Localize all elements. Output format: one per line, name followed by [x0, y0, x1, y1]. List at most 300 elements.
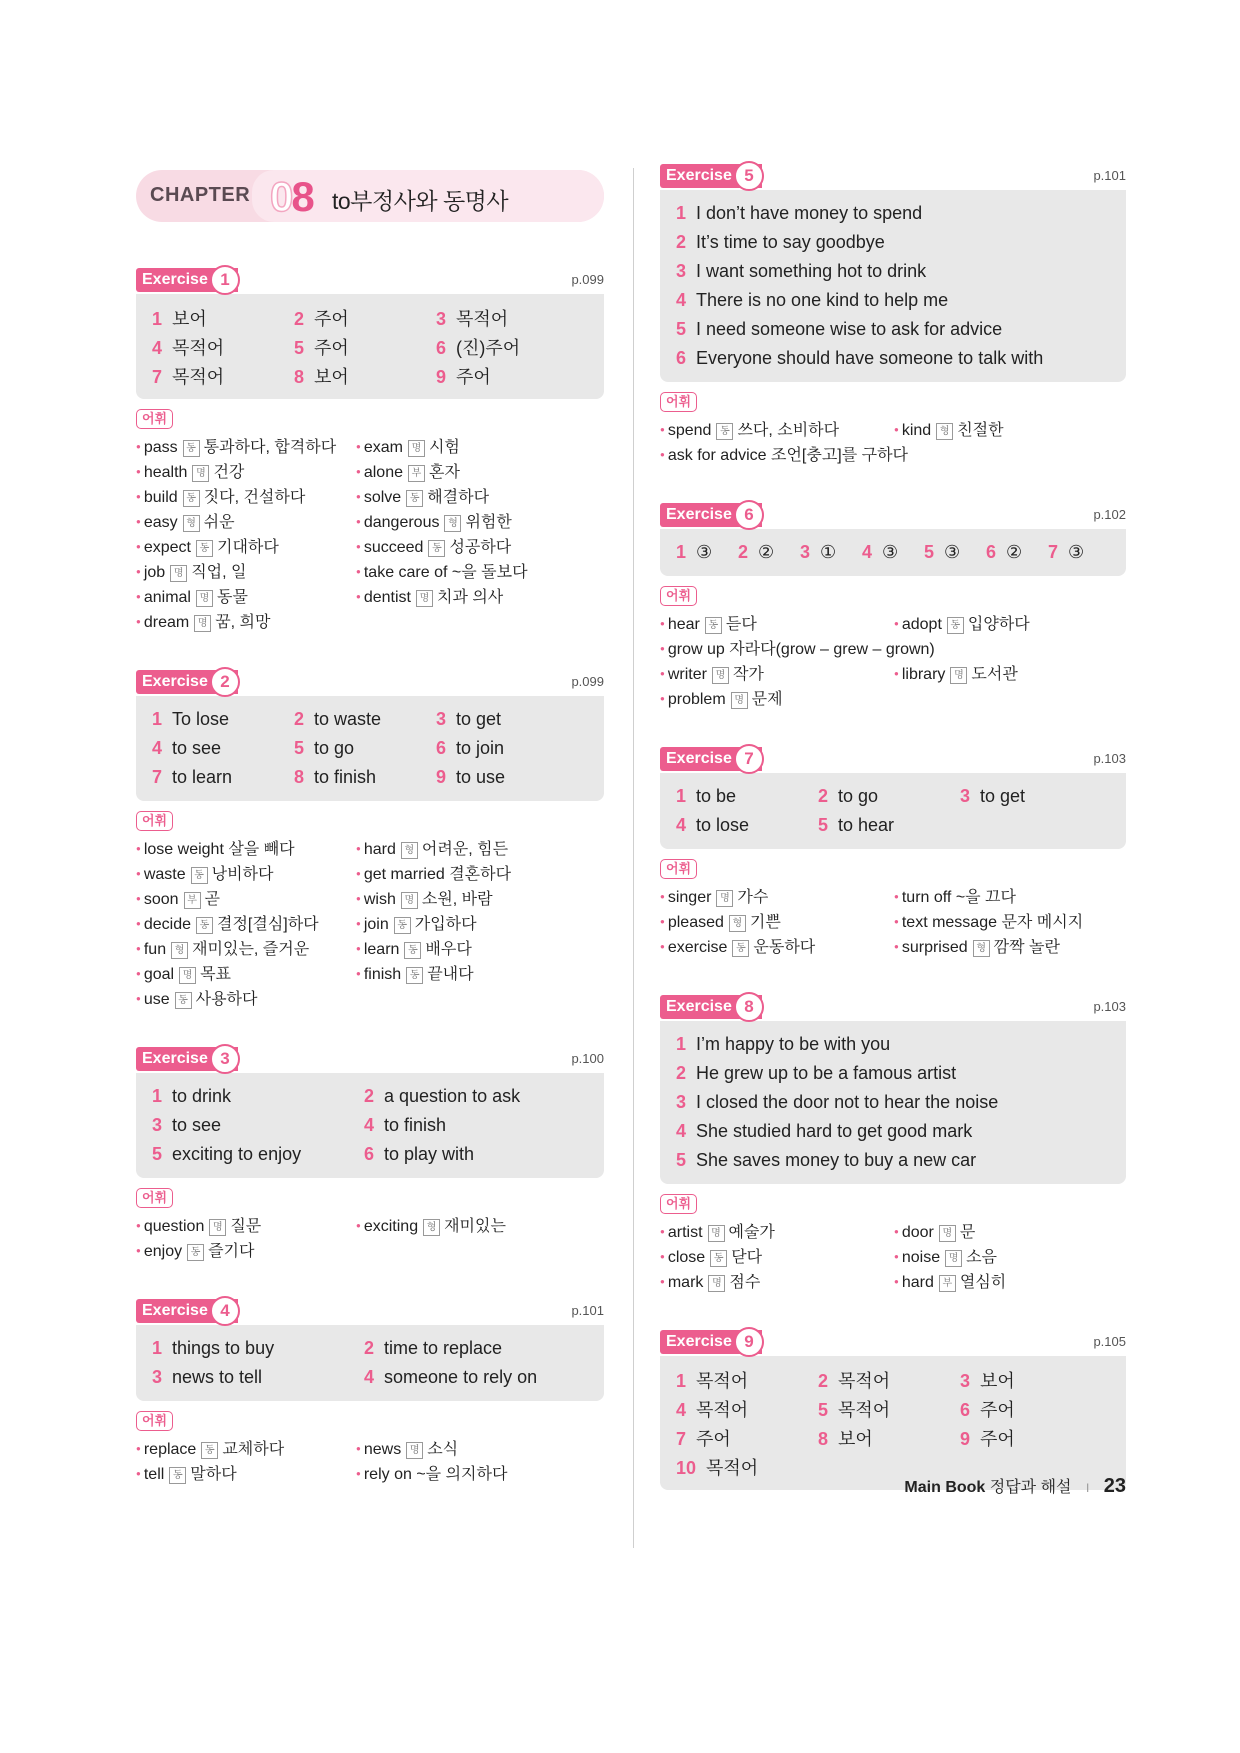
vocab-word: spend	[667, 422, 712, 439]
answer-number: 2	[738, 542, 749, 562]
part-of-speech-box: 동	[187, 1244, 204, 1261]
footer-desc: 정답과 해설	[989, 1479, 1072, 1496]
answer-text: to go	[838, 786, 879, 806]
vocab-word: enjoy	[143, 1243, 183, 1260]
answer-text: someone to rely on	[384, 1367, 538, 1387]
part-of-speech-box: 명	[950, 667, 967, 684]
answer-item	[364, 1115, 576, 1136]
answer-item	[818, 1367, 960, 1393]
answer-number: 3	[436, 308, 447, 329]
vocab-item	[894, 1244, 1006, 1269]
exercise-number: 8	[734, 992, 764, 1022]
vocab-word: noise	[901, 1249, 941, 1266]
answer-text: 목적어	[838, 1399, 891, 1420]
answer-box	[660, 773, 1126, 849]
answer-text: ②	[1006, 542, 1023, 562]
vocab-meaning: 위험한	[465, 514, 512, 531]
vocab-tag: 어휘	[136, 1411, 173, 1431]
vocab-item	[136, 559, 356, 584]
answer-text: I’m happy to be with you	[696, 1034, 891, 1054]
vocab-meaning: 문	[959, 1224, 976, 1241]
part-of-speech-box: 명	[194, 615, 211, 632]
chapter-title: to부정사와 동명사	[332, 188, 509, 214]
vocab-meaning: ~을 의지하다	[416, 1466, 508, 1483]
part-of-speech-box: 동	[201, 1442, 218, 1459]
answer-number: 4	[676, 290, 687, 310]
vocab-meaning: 혼자	[429, 464, 460, 481]
vocab-word: dangerous	[363, 514, 440, 531]
vocab-meaning: 시험	[428, 439, 460, 456]
answer-row	[152, 705, 588, 734]
part-of-speech-box: 동	[169, 1467, 186, 1484]
part-of-speech-box: 동	[191, 867, 208, 884]
bullet-icon: ●	[660, 917, 665, 926]
vocab-word: close	[667, 1249, 706, 1266]
answer-box	[660, 1356, 1126, 1490]
exercise-label: Exercise	[136, 1047, 238, 1071]
exercise-5	[660, 162, 1126, 467]
answer-text: to use	[456, 767, 506, 787]
bullet-icon: ●	[356, 492, 361, 501]
bullet-icon: ●	[356, 869, 361, 878]
answer-text: to finish	[384, 1115, 447, 1135]
exercise-label: Exercise	[660, 1330, 762, 1354]
answer-text: 목적어	[838, 1370, 891, 1391]
vocab-word: waste	[143, 866, 186, 883]
vocab-section	[136, 1411, 604, 1486]
vocab-word: mark	[667, 1274, 704, 1291]
answer-number: 2	[818, 786, 829, 806]
vocab-item	[356, 559, 528, 584]
answer-number: 5	[818, 815, 829, 835]
vocab-item	[136, 1436, 356, 1461]
answer-text: ③	[882, 542, 899, 562]
page-number: 23	[1103, 1475, 1126, 1497]
part-of-speech-box: 명	[708, 1225, 725, 1242]
bullet-icon: ●	[894, 892, 899, 901]
answer-item	[800, 542, 862, 563]
answer-item	[676, 348, 1106, 369]
answer-number: 2	[676, 1063, 687, 1083]
answer-number: 7	[152, 366, 163, 387]
answer-number: 10	[676, 1457, 697, 1478]
page-reference: p.100	[571, 1051, 604, 1066]
vocab-item	[660, 1219, 894, 1244]
part-of-speech-box: 동	[183, 490, 200, 507]
part-of-speech-box: 명	[731, 692, 748, 709]
vocab-item	[136, 584, 356, 609]
part-of-speech-box: 명	[712, 667, 729, 684]
vocab-tag: 어휘	[660, 859, 697, 879]
vocab-grid	[660, 884, 1126, 959]
vocab-word: exam	[363, 439, 403, 456]
part-of-speech-box: 동	[705, 617, 722, 634]
answer-text: ③	[1068, 542, 1085, 562]
exercise-4	[136, 1297, 604, 1486]
exercise-number: 5	[734, 161, 764, 191]
vocab-item	[136, 534, 356, 559]
answer-number: 6	[436, 738, 447, 758]
answer-number: 9	[960, 1428, 971, 1449]
vocab-word: surprised	[901, 939, 968, 956]
answer-number: 3	[676, 1092, 687, 1112]
bullet-icon: ●	[136, 869, 141, 878]
answer-box	[660, 1021, 1126, 1184]
vocab-word: dream	[143, 614, 190, 631]
answer-number: 9	[436, 767, 447, 787]
part-of-speech-box: 형	[171, 942, 188, 959]
vocab-meaning: 도서관	[971, 666, 1018, 683]
answer-item	[960, 1367, 1102, 1393]
answer-text: It’s time to say goodbye	[696, 232, 885, 252]
answer-item	[676, 1396, 818, 1422]
answer-number: 2	[364, 1338, 375, 1358]
vocab-meaning: 곧	[204, 891, 221, 908]
answer-number: 5	[152, 1144, 163, 1164]
vocab-item	[136, 509, 356, 534]
bullet-icon: ●	[356, 467, 361, 476]
vocab-item	[136, 459, 356, 484]
answer-number: 8	[818, 1428, 829, 1449]
answer-number: 3	[436, 709, 447, 729]
bullet-icon: ●	[356, 944, 361, 953]
answer-text: 주어	[314, 337, 349, 358]
answer-row	[676, 199, 1110, 228]
vocab-word: lose weight	[143, 841, 224, 858]
answer-number: 3	[152, 1367, 163, 1387]
answer-text: I closed the door not to hear the noise	[696, 1092, 999, 1112]
part-of-speech-box: 형	[401, 842, 418, 859]
vocab-item	[356, 1436, 507, 1461]
answer-row	[676, 286, 1110, 315]
bullet-icon: ●	[136, 542, 141, 551]
vocab-word: animal	[143, 589, 191, 606]
answer-item	[676, 1092, 1106, 1113]
page-reference: p.105	[1093, 1334, 1126, 1349]
vocab-item	[894, 661, 1030, 686]
vocab-item	[660, 417, 894, 442]
answer-box	[660, 190, 1126, 382]
bullet-icon: ●	[894, 917, 899, 926]
vocab-section	[660, 859, 1126, 959]
part-of-speech-box: 명	[945, 1250, 962, 1267]
bullet-icon: ●	[356, 517, 361, 526]
bullet-icon: ●	[356, 592, 361, 601]
answer-item	[676, 1367, 818, 1393]
vocab-meaning: 소음	[966, 1249, 998, 1266]
answer-number: 4	[676, 1121, 687, 1141]
part-of-speech-box: 명	[170, 565, 187, 582]
bullet-icon: ●	[894, 1277, 899, 1286]
part-of-speech-box: 형	[423, 1219, 440, 1236]
vocab-word: rely on	[363, 1466, 412, 1483]
answer-text: to play with	[384, 1144, 475, 1164]
exercise-1	[136, 266, 604, 634]
answer-text: news to tell	[172, 1367, 263, 1387]
answer-text: Everyone should have someone to talk with	[696, 348, 1044, 368]
answer-item	[152, 738, 294, 759]
answer-item	[436, 334, 578, 360]
answer-text: time to replace	[384, 1338, 503, 1358]
part-of-speech-box: 형	[183, 515, 200, 532]
answer-row	[152, 1334, 588, 1363]
vocab-column	[660, 884, 894, 959]
part-of-speech-box: 명	[401, 892, 418, 909]
vocab-word: fun	[143, 941, 167, 958]
vocab-word: solve	[363, 489, 402, 506]
vocab-meaning: 가수	[737, 889, 769, 906]
answer-text: ③	[696, 542, 713, 562]
answer-item	[676, 815, 818, 836]
vocab-word: use	[143, 991, 170, 1008]
answer-item	[364, 1086, 576, 1107]
bullet-icon: ●	[136, 592, 141, 601]
answer-item	[818, 786, 960, 807]
answer-item	[152, 709, 294, 730]
vocab-meaning: 문자 메시지	[1001, 914, 1084, 931]
part-of-speech-box: 동	[196, 917, 213, 934]
part-of-speech-box: 동	[716, 423, 733, 440]
vocab-word: kind	[901, 422, 932, 439]
bullet-icon: ●	[660, 619, 665, 628]
vocab-word: hard	[363, 841, 396, 858]
answer-number: 2	[676, 232, 687, 252]
answer-item	[364, 1144, 576, 1165]
answer-item	[676, 1454, 818, 1480]
bullet-icon: ●	[356, 969, 361, 978]
answer-text: to waste	[314, 709, 382, 729]
answer-number: 2	[294, 709, 305, 729]
answer-item	[436, 767, 578, 788]
answer-number: 3	[152, 1115, 163, 1135]
bullet-icon: ●	[356, 567, 361, 576]
answer-number: 5	[294, 337, 305, 358]
column-divider	[633, 168, 634, 1548]
vocab-meaning: 질문	[230, 1218, 262, 1235]
answer-text: 주어	[696, 1428, 731, 1449]
vocab-meaning: 말하다	[190, 1466, 237, 1483]
answer-number: 3	[800, 542, 811, 562]
answer-text: 주어	[980, 1399, 1015, 1420]
vocab-item	[356, 584, 528, 609]
part-of-speech-box: 명	[196, 590, 213, 607]
answer-item	[152, 334, 294, 360]
answer-item	[960, 786, 1102, 807]
answer-number: 7	[152, 767, 163, 787]
vocab-meaning: 치과 의사	[436, 589, 504, 606]
answer-text: to join	[456, 738, 505, 758]
vocab-item	[660, 934, 894, 959]
answer-item	[294, 305, 436, 331]
vocab-item	[660, 661, 894, 686]
answer-item	[152, 1338, 364, 1359]
answer-text: I don’t have money to spend	[696, 203, 923, 223]
vocab-item	[356, 484, 528, 509]
answer-text: 목적어	[172, 337, 225, 358]
chapter-header	[136, 170, 604, 222]
answer-item	[152, 767, 294, 788]
answer-item	[1048, 542, 1110, 563]
bullet-icon: ●	[894, 1252, 899, 1261]
vocab-word: decide	[143, 916, 191, 933]
vocab-word: tell	[143, 1466, 165, 1483]
bullet-icon: ●	[136, 1246, 141, 1255]
answer-text: to see	[172, 1115, 222, 1135]
vocab-section	[136, 811, 604, 1011]
part-of-speech-box: 명	[209, 1219, 226, 1236]
vocab-word: join	[363, 916, 389, 933]
page-reference: p.099	[571, 272, 604, 287]
answer-item	[364, 1338, 576, 1359]
answer-text: exciting to enjoy	[172, 1144, 302, 1164]
answer-row	[676, 811, 1110, 840]
vocab-word: build	[143, 489, 178, 506]
vocab-column	[356, 836, 511, 1011]
vocab-item	[136, 609, 356, 634]
answer-row	[676, 782, 1110, 811]
vocab-item	[356, 836, 511, 861]
vocab-column	[136, 836, 356, 1011]
answer-text: She studied hard to get good mark	[696, 1121, 973, 1141]
vocab-meaning: 결혼하다	[449, 866, 512, 883]
vocab-meaning: 자라다(grow – grew – grown)	[729, 641, 935, 658]
vocab-item	[136, 911, 356, 936]
vocab-meaning: 열심히	[959, 1274, 1007, 1291]
answer-item	[676, 261, 1106, 282]
vocab-tag: 어휘	[136, 811, 173, 831]
bullet-icon: ●	[356, 1221, 361, 1230]
answer-number: 8	[294, 767, 305, 787]
answer-text: To lose	[172, 709, 230, 729]
bullet-icon: ●	[894, 669, 899, 678]
answer-item	[676, 1063, 1106, 1084]
exercise-label: Exercise	[660, 503, 762, 527]
page-reference: p.101	[571, 1303, 604, 1318]
page-footer	[904, 1474, 1126, 1498]
vocab-meaning: 소원, 바람	[421, 891, 493, 908]
answer-number: 7	[676, 1428, 687, 1449]
part-of-speech-box: 동	[394, 917, 411, 934]
vocab-column	[356, 434, 528, 634]
exercise-number: 6	[734, 500, 764, 530]
vocab-meaning: 건강	[213, 464, 245, 481]
exercise-6	[660, 501, 1126, 711]
answer-text: 주어	[314, 308, 349, 329]
answer-row	[152, 1140, 588, 1169]
vocab-word: get married	[363, 866, 445, 883]
exercise-3	[136, 1045, 604, 1263]
answer-row	[676, 1365, 1110, 1394]
answer-item	[294, 334, 436, 360]
answer-number: 6	[676, 348, 687, 368]
vocab-item	[660, 909, 894, 934]
vocab-meaning: 동물	[216, 589, 248, 606]
answer-text: ③	[944, 542, 961, 562]
vocab-item	[356, 936, 511, 961]
page-reference: p.103	[1093, 999, 1126, 1014]
vocab-meaning: 직업, 일	[191, 564, 247, 581]
answer-text: to lose	[696, 815, 750, 835]
answer-number: 4	[676, 815, 687, 835]
exercise-header	[136, 1297, 604, 1325]
answer-item	[152, 1144, 364, 1165]
vocab-word: library	[901, 666, 946, 683]
part-of-speech-box: 동	[175, 992, 192, 1009]
vocab-word: singer	[667, 889, 712, 906]
bullet-icon: ●	[136, 844, 141, 853]
part-of-speech-box: 형	[729, 915, 746, 932]
vocab-item	[136, 836, 356, 861]
vocab-item	[136, 886, 356, 911]
answer-number: 5	[924, 542, 935, 562]
chapter-number-digit: 8	[291, 173, 313, 220]
vocab-item	[136, 936, 356, 961]
vocab-word: finish	[363, 966, 402, 983]
answer-text: to go	[314, 738, 355, 758]
vocab-section	[136, 1188, 604, 1263]
vocab-column	[894, 417, 1004, 467]
page-reference: p.101	[1093, 168, 1126, 183]
vocab-meaning: 살을 빼다	[228, 841, 295, 858]
answer-text: to be	[696, 786, 737, 806]
vocab-grid	[136, 836, 604, 1011]
vocab-word: expect	[143, 539, 191, 556]
answer-item	[436, 305, 578, 331]
answer-row	[152, 1363, 588, 1392]
answer-box	[660, 529, 1126, 576]
answer-number: 4	[364, 1367, 375, 1387]
answer-text: ①	[820, 542, 837, 562]
answer-number: 4	[152, 738, 163, 758]
bullet-icon: ●	[136, 894, 141, 903]
bullet-icon: ●	[660, 694, 665, 703]
answer-number: 2	[818, 1370, 829, 1391]
answer-row	[152, 361, 588, 390]
chapter-label: CHAPTER	[150, 184, 251, 206]
page-reference: p.103	[1093, 751, 1126, 766]
vocab-grid	[136, 434, 604, 634]
answer-number: 6	[364, 1144, 375, 1164]
vocab-section	[660, 586, 1126, 711]
answer-item	[294, 738, 436, 759]
chapter-number-zero: 0	[270, 173, 292, 220]
vocab-item	[136, 1213, 356, 1238]
bullet-icon: ●	[660, 942, 665, 951]
vocab-word: news	[363, 1441, 402, 1458]
vocab-item	[136, 434, 356, 459]
answer-item	[294, 363, 436, 389]
bullet-icon: ●	[660, 1252, 665, 1261]
answer-number: 6	[436, 337, 447, 358]
answer-row	[152, 1111, 588, 1140]
answer-text: to get	[980, 786, 1026, 806]
exercise-number: 4	[210, 1296, 240, 1326]
vocab-column	[660, 1219, 894, 1294]
vocab-section	[660, 1194, 1126, 1294]
answer-row	[152, 1082, 588, 1111]
footer-separator: I	[1085, 1481, 1090, 1495]
part-of-speech-box: 동	[732, 940, 749, 957]
bullet-icon: ●	[356, 919, 361, 928]
vocab-item	[136, 861, 356, 886]
part-of-speech-box: 동	[406, 490, 423, 507]
answer-item	[924, 542, 986, 563]
exercise-number: 9	[734, 1327, 764, 1357]
exercise-header	[660, 162, 1126, 190]
bullet-icon: ●	[136, 1469, 141, 1478]
bullet-icon: ●	[660, 425, 665, 434]
bullet-icon: ●	[894, 425, 899, 434]
